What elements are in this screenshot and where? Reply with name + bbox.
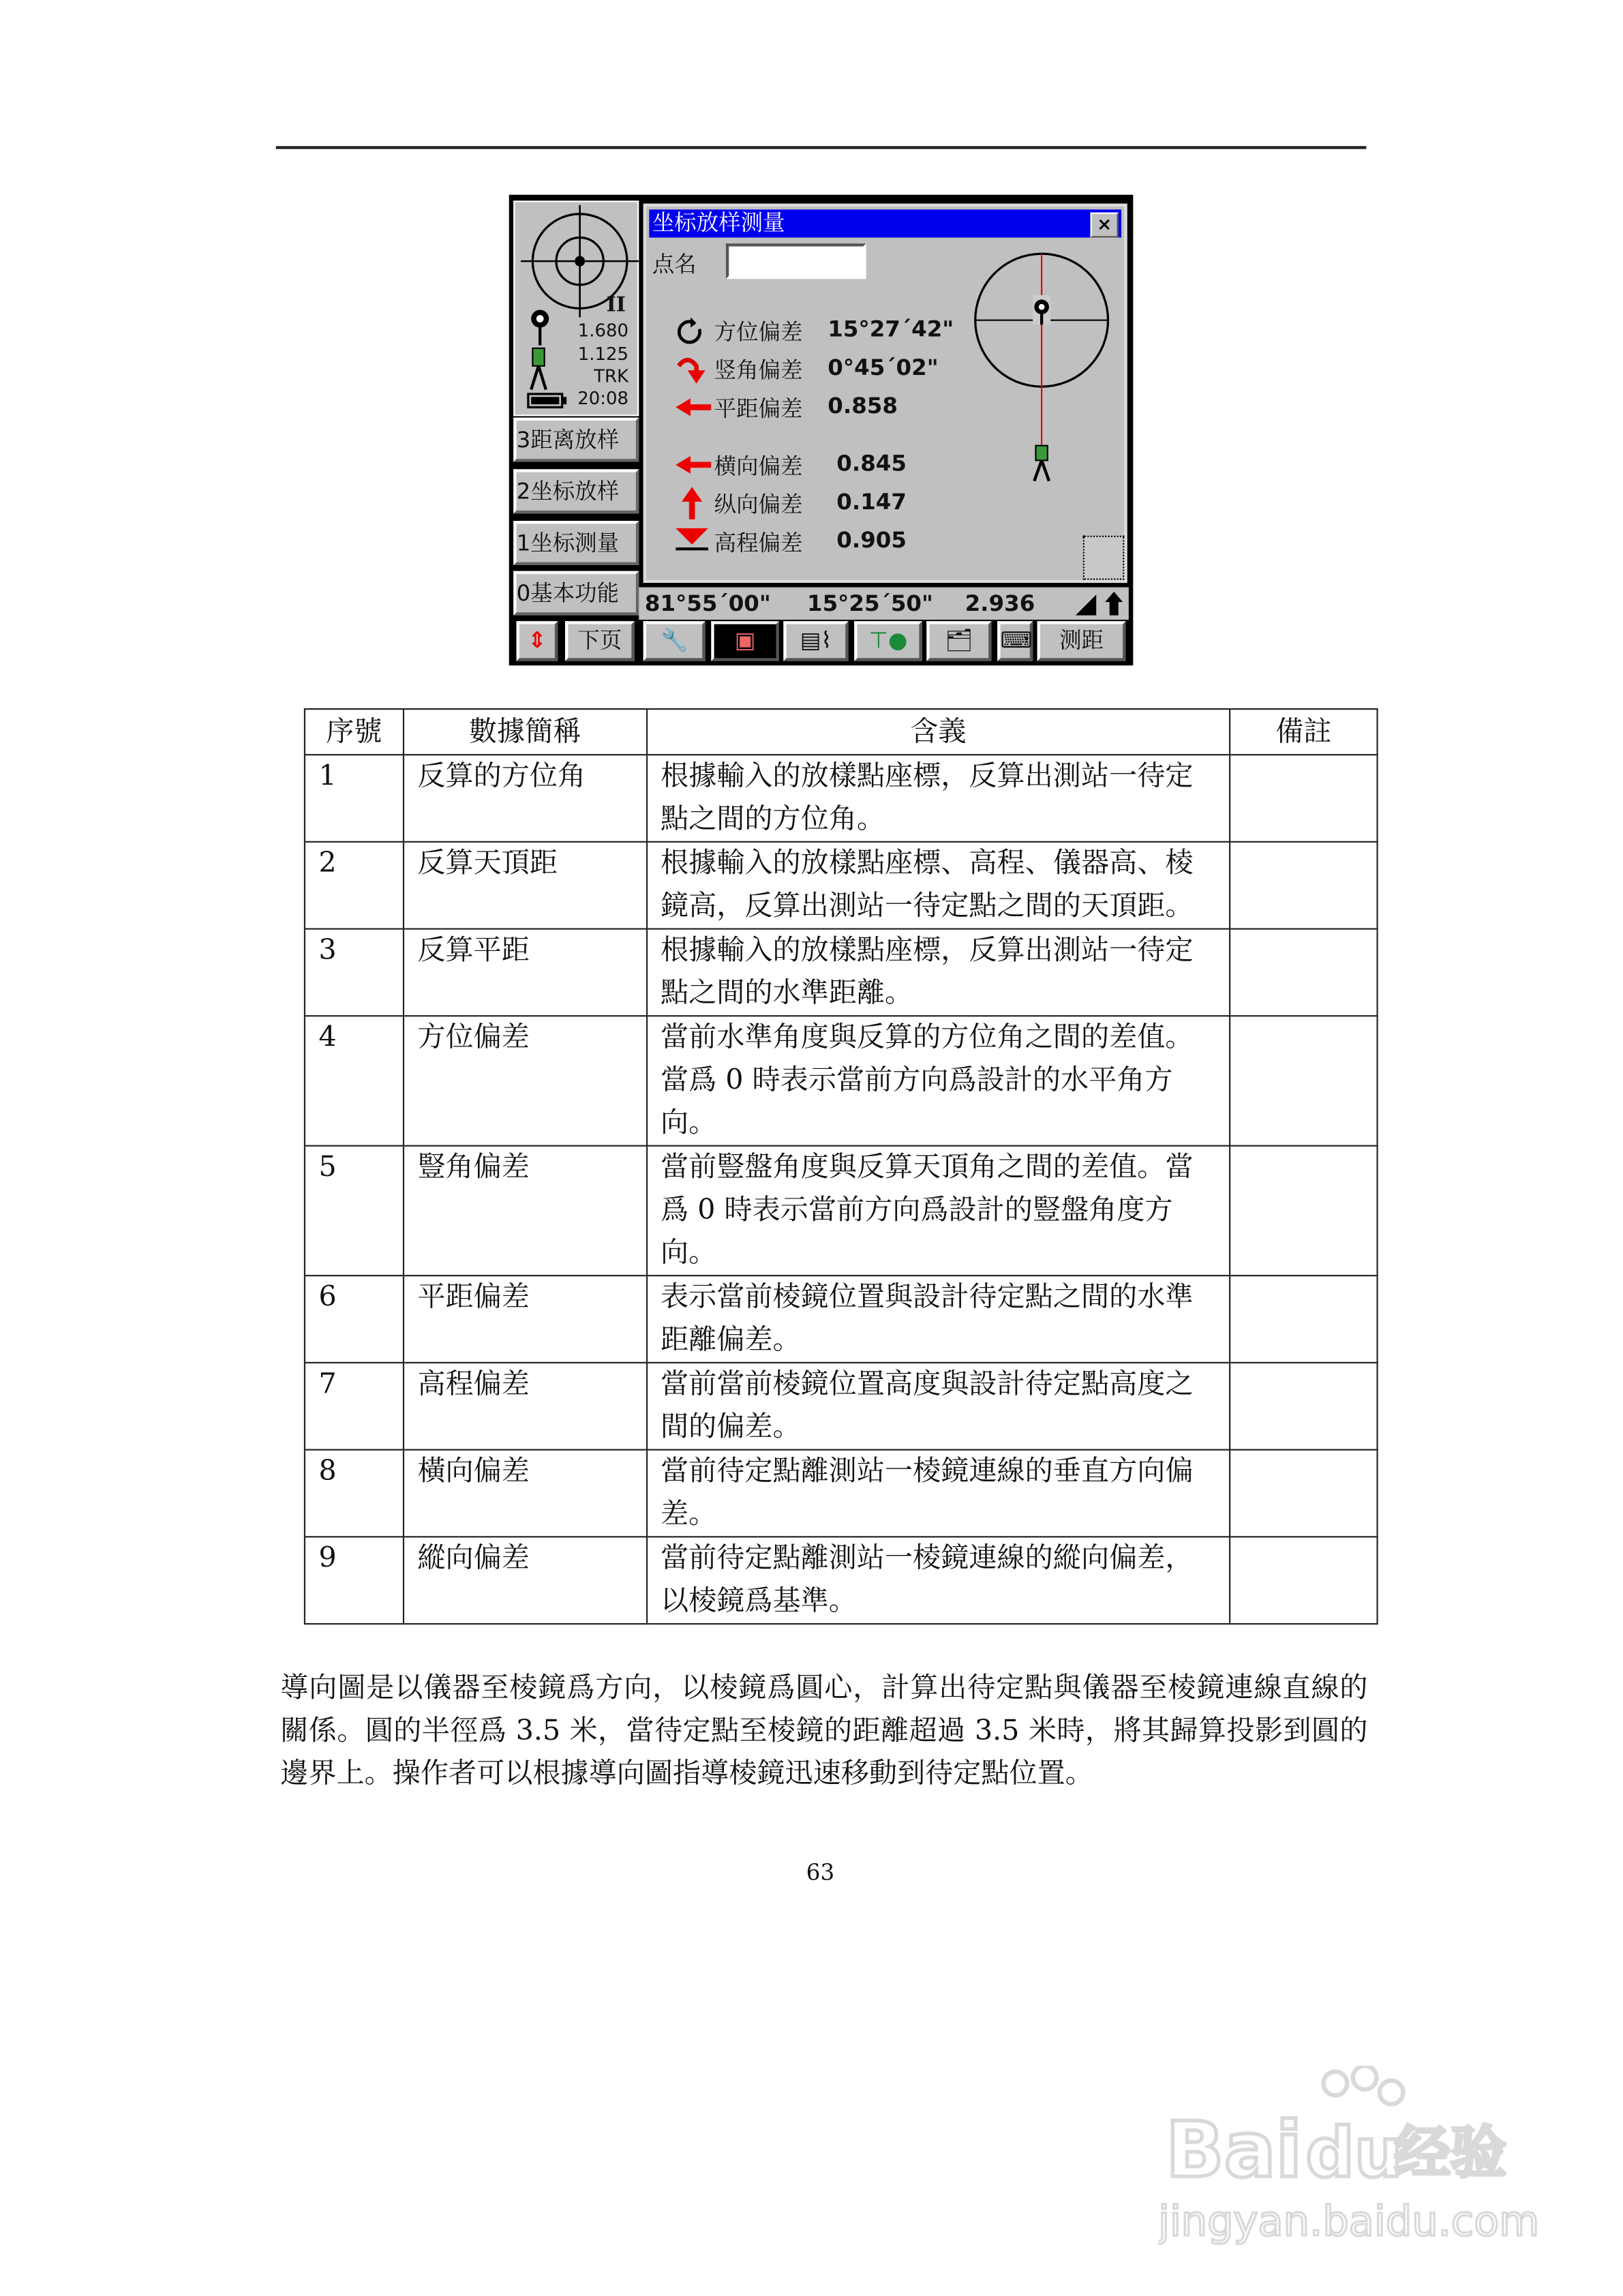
zoom-toggle-icon[interactable] <box>1083 536 1125 580</box>
prism-height: 1.680 <box>577 320 629 341</box>
scroll-button[interactable] <box>517 621 558 661</box>
header-name: 數據簡稱 <box>404 709 647 755</box>
row-note <box>1230 1016 1377 1145</box>
svg-text:du: du <box>1305 2114 1403 2193</box>
svg-text:经验: 经验 <box>1394 2121 1506 2186</box>
menu-coordinate-measure[interactable]: 1坐标测量 <box>513 521 639 565</box>
tools-icon: 🔧 <box>660 626 688 654</box>
instrument-icon <box>1034 446 1049 481</box>
azimuth-deviation-value: 15°27´42" <box>828 316 954 343</box>
svg-text:Bai: Bai <box>1165 2105 1303 2195</box>
instrument-icon <box>528 347 549 391</box>
rotate-icon <box>676 317 705 346</box>
row-name: 方位偏差 <box>404 1016 647 1145</box>
row-name: 反算的方位角 <box>404 755 647 842</box>
header-note: 備註 <box>1230 709 1377 755</box>
row-name: 縱向偏差 <box>404 1537 647 1624</box>
row-description: 當前豎盤角度與反算天頂角之間的差值。當爲 0 時表示當前方向爲設計的豎盤角度方向。 <box>646 1146 1230 1275</box>
arrow-left-icon <box>676 398 711 416</box>
measurement-status-bar <box>639 587 1129 620</box>
row-description: 當前水準角度與反算的方位角之間的差值。當爲 0 時表示當前方向爲設計的水平角方向。 <box>646 1016 1230 1145</box>
arrow-left-icon <box>676 456 711 474</box>
menu-basic-functions[interactable]: 0基本功能 <box>513 571 639 616</box>
point-name-label: 点名 <box>652 250 697 277</box>
menu-distance-stakeout[interactable]: 3距离放样 <box>513 418 639 462</box>
device-memory-icon: ▣ <box>734 626 756 654</box>
folder-icon: 🗂 <box>945 626 973 654</box>
keyboard-icon: ⌨ <box>1000 626 1033 654</box>
baidu-watermark-logo <box>1158 2066 1542 2250</box>
row-number: 3 <box>305 929 404 1016</box>
dialog-title: 坐标放样测量 <box>652 209 785 237</box>
row-name: 高程偏差 <box>404 1363 647 1450</box>
point-name-input[interactable] <box>726 243 866 279</box>
azimuth-deviation-label: 方位偏差 <box>714 318 803 346</box>
row-note <box>1230 929 1377 1016</box>
row-number: 2 <box>305 842 404 929</box>
row-number: 1 <box>305 755 404 842</box>
face-indicator: II <box>606 293 626 318</box>
tools-button[interactable] <box>643 621 706 661</box>
table-row <box>305 755 1378 842</box>
prism-icon <box>1033 295 1050 324</box>
table-row <box>305 1450 1378 1537</box>
station-target-icon: ⊤● <box>868 626 908 654</box>
elevation-deviation-value: 0.905 <box>836 526 907 554</box>
longitudinal-deviation-label: 纵向偏差 <box>714 491 803 518</box>
keyboard-button[interactable] <box>997 621 1033 661</box>
table-row <box>305 1363 1378 1450</box>
row-number: 9 <box>305 1537 404 1624</box>
row-note <box>1230 755 1377 842</box>
dialog-titlebar <box>649 209 1121 237</box>
row-description: 當前待定點離測站一棱鏡連線的縱向偏差，以棱鏡爲基準。 <box>646 1537 1230 1624</box>
row-description: 表示當前棱鏡位置與設計待定點之間的水準距離偏差。 <box>646 1275 1230 1363</box>
data-table <box>304 708 1378 1625</box>
elevation-deviation-label: 高程偏差 <box>714 530 803 557</box>
row-note <box>1230 1275 1377 1363</box>
header-rule <box>276 146 1367 149</box>
row-number: 7 <box>305 1363 404 1450</box>
row-name: 反算天頂距 <box>404 842 647 929</box>
clock: 20:08 <box>577 388 629 409</box>
row-number: 8 <box>305 1450 404 1537</box>
prism-icon <box>530 308 550 346</box>
row-name: 豎角偏差 <box>404 1146 647 1275</box>
row-note <box>1230 1450 1377 1537</box>
table-row <box>305 1146 1378 1275</box>
lateral-deviation-value: 0.845 <box>836 450 907 477</box>
instrument-height: 1.125 <box>577 344 629 365</box>
row-number: 6 <box>305 1275 404 1363</box>
svg-text:jingyan.baidu.com: jingyan.baidu.com <box>1158 2198 1540 2246</box>
stakeout-dialog <box>643 204 1127 583</box>
lateral-deviation-label: 横向偏差 <box>714 453 803 480</box>
device-screenshot <box>509 195 1134 665</box>
table-row <box>305 1537 1378 1624</box>
row-name: 橫向偏差 <box>404 1450 647 1537</box>
table-row <box>305 1016 1378 1145</box>
table-row <box>305 929 1378 1016</box>
row-name: 反算平距 <box>404 929 647 1016</box>
row-name: 平距偏差 <box>404 1275 647 1363</box>
measure-distance-button[interactable]: 测距 <box>1037 621 1126 661</box>
status-panel <box>513 200 639 416</box>
menu-coordinate-stakeout[interactable]: 2坐标放样 <box>513 469 639 513</box>
road-profile-icon: ▤⌇ <box>800 626 832 654</box>
horizontal-distance-deviation-value: 0.858 <box>828 392 898 419</box>
files-button[interactable] <box>926 621 991 661</box>
horizontal-angle: 81°55´00" <box>644 590 771 617</box>
row-note <box>1230 1363 1377 1450</box>
vertical-angle: 15°25´50" <box>806 590 933 617</box>
table-row <box>305 1275 1378 1363</box>
row-description: 當前待定點離測站一棱鏡連線的垂直方向偏差。 <box>646 1450 1230 1537</box>
road-button[interactable] <box>783 621 848 661</box>
signal-icon <box>1076 592 1126 618</box>
arrow-up-icon <box>682 487 702 519</box>
row-description: 根據輸入的放樣點座標，反算出測站一待定點之間的方位角。 <box>646 755 1230 842</box>
arrow-down-icon <box>676 528 708 552</box>
vertical-deviation-label: 竖角偏差 <box>714 357 803 384</box>
header-meaning: 含義 <box>646 709 1230 755</box>
next-page-button[interactable]: 下页 <box>565 621 635 661</box>
longitudinal-deviation-value: 0.147 <box>836 488 907 515</box>
tracking-mode: TRK <box>594 365 629 387</box>
table-header <box>305 709 1378 755</box>
row-number: 4 <box>305 1016 404 1145</box>
table-row <box>305 842 1378 929</box>
row-description: 根據輸入的放樣點座標，反算出測站一待定點之間的水準距離。 <box>646 929 1230 1016</box>
battery-icon <box>527 393 568 409</box>
slope-distance: 2.936 <box>965 590 1035 617</box>
page-number: 63 <box>806 1859 835 1886</box>
row-number: 5 <box>305 1146 404 1275</box>
header-no: 序號 <box>305 709 404 755</box>
vertical-angle-icon <box>676 354 705 387</box>
row-description: 根據輸入的放樣點座標、高程、儀器高、棱鏡高，反算出測站一待定點之間的天頂距。 <box>646 842 1230 929</box>
guide-diagram <box>971 245 1118 496</box>
body-paragraph: 導向圖是以儀器至棱鏡爲方向，以棱鏡爲圓心，計算出待定點與儀器至棱鏡連線直線的關係。圓的半徑爲 3.5 米，當待定點至棱鏡的距離超過 3.5 米時，將其歸算投影到圓的邊界上。操作者可以根據導向圖指導棱鏡迅速移動到待定點位置。 <box>280 1672 1368 1790</box>
horizontal-distance-deviation-label: 平距偏差 <box>714 395 803 423</box>
row-note <box>1230 1537 1377 1624</box>
double-arrow-icon: ⇕ <box>528 626 547 654</box>
row-note <box>1230 1146 1377 1275</box>
vertical-deviation-value: 0°45´02" <box>828 354 939 381</box>
memory-button[interactable] <box>711 621 779 661</box>
station-button[interactable] <box>854 621 922 661</box>
row-note <box>1230 842 1377 929</box>
row-description: 當前當前棱鏡位置高度與設計待定點高度之間的偏差。 <box>646 1363 1230 1450</box>
close-button[interactable]: × <box>1091 213 1119 238</box>
